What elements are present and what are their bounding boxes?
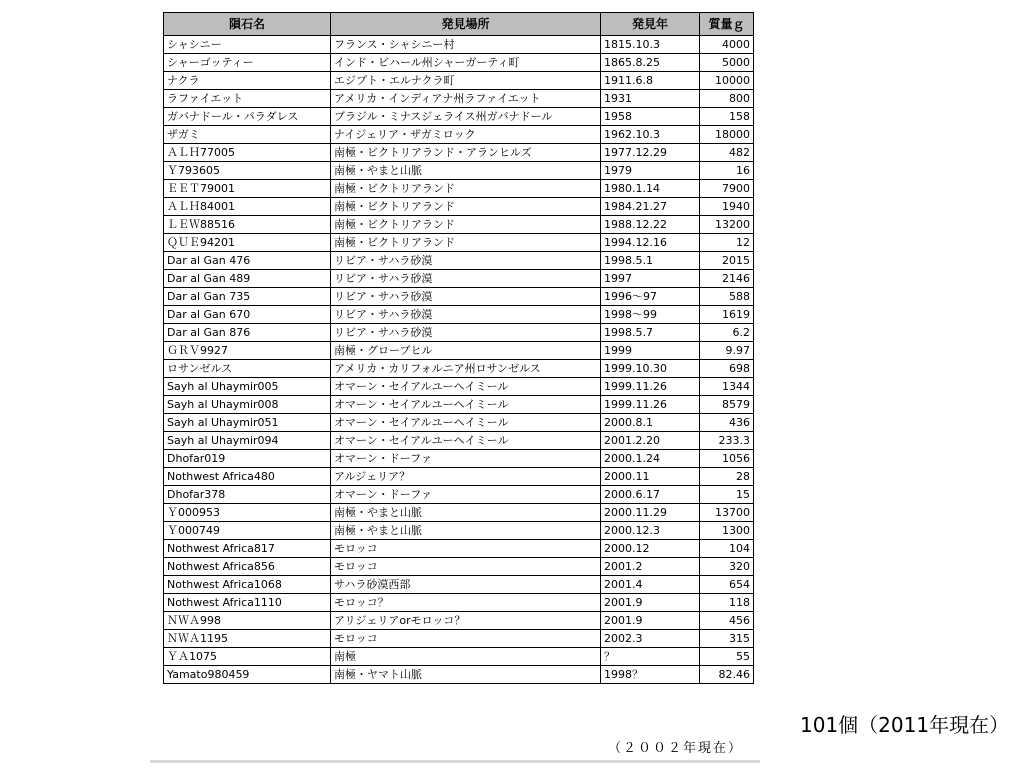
cell-name: ガバナドール・パラダレス bbox=[164, 108, 331, 126]
cell-location: サハラ砂漠西部 bbox=[331, 576, 601, 594]
cell-year: 1984.21.27 bbox=[601, 198, 700, 216]
cell-name: Dar al Gan 476 bbox=[164, 252, 331, 270]
table-row bbox=[164, 468, 754, 486]
cell-location: インド・ビハール州シャーガーティ町 bbox=[331, 54, 601, 72]
cell-name: Dar al Gan 735 bbox=[164, 288, 331, 306]
cell-mass: 15 bbox=[700, 486, 754, 504]
cell-location: リビア・サハラ砂漠 bbox=[331, 288, 601, 306]
cell-year: 2001.9 bbox=[601, 594, 700, 612]
table-row bbox=[164, 504, 754, 522]
cell-mass: 82.46 bbox=[700, 666, 754, 684]
cell-location: 南極・やまと山脈 bbox=[331, 162, 601, 180]
cell-mass: 2015 bbox=[700, 252, 754, 270]
cell-mass: 16 bbox=[700, 162, 754, 180]
cell-name: Sayh al Uhaymir051 bbox=[164, 414, 331, 432]
cell-location: ブラジル・ミナスジェライス州ガバナドール bbox=[331, 108, 601, 126]
cell-name: ロサンゼルス bbox=[164, 360, 331, 378]
cell-year: 2001.2 bbox=[601, 558, 700, 576]
cell-name: Dhofar019 bbox=[164, 450, 331, 468]
cell-name: Ｙ000749 bbox=[164, 522, 331, 540]
table-row bbox=[164, 432, 754, 450]
cell-location: オマーン・セイアルユーヘイミール bbox=[331, 396, 601, 414]
table-row bbox=[164, 90, 754, 108]
table-row bbox=[164, 162, 754, 180]
cell-location: オマーン・ドーファ bbox=[331, 486, 601, 504]
cell-location: オマーン・セイアルユーヘイミール bbox=[331, 378, 601, 396]
cell-year: 1962.10.3 bbox=[601, 126, 700, 144]
cell-mass: 13700 bbox=[700, 504, 754, 522]
header-name: 隕石名 bbox=[164, 13, 331, 36]
table-row bbox=[164, 666, 754, 684]
table-row bbox=[164, 594, 754, 612]
cell-mass: 654 bbox=[700, 576, 754, 594]
cell-year: 2001.9 bbox=[601, 612, 700, 630]
cell-name: ＥＥＴ79001 bbox=[164, 180, 331, 198]
cell-year: 1996～97 bbox=[601, 288, 700, 306]
cell-year: 2002.3 bbox=[601, 630, 700, 648]
cell-name: Dar al Gan 876 bbox=[164, 324, 331, 342]
cell-location: アメリカ・カリフォルニア州ロサンゼルス bbox=[331, 360, 601, 378]
cell-name: シャーゴッティー bbox=[164, 54, 331, 72]
cell-name: ＹＡ1075 bbox=[164, 648, 331, 666]
cell-mass: 698 bbox=[700, 360, 754, 378]
cell-name: ＧＲＶ9927 bbox=[164, 342, 331, 360]
cell-year: 2000.12 bbox=[601, 540, 700, 558]
cell-location: 南極・ビクトリアランド bbox=[331, 234, 601, 252]
cell-name: シャシニー bbox=[164, 36, 331, 54]
note-as-of-2002: （２００２年現在） bbox=[608, 741, 744, 756]
cell-name: Nothwest Africa480 bbox=[164, 468, 331, 486]
cell-mass: 456 bbox=[700, 612, 754, 630]
cell-year: 1980.1.14 bbox=[601, 180, 700, 198]
cell-name: Dhofar378 bbox=[164, 486, 331, 504]
cell-year: 2000.8.1 bbox=[601, 414, 700, 432]
cell-mass: 118 bbox=[700, 594, 754, 612]
cell-location: 南極・ビクトリアランド bbox=[331, 180, 601, 198]
cell-mass: 315 bbox=[700, 630, 754, 648]
cell-name: Yamato980459 bbox=[164, 666, 331, 684]
cell-location: 南極・ビクトリアランド・アランヒルズ bbox=[331, 144, 601, 162]
cell-location: 南極・グローブヒル bbox=[331, 342, 601, 360]
cell-year: 1988.12.22 bbox=[601, 216, 700, 234]
cell-name: Sayh al Uhaymir008 bbox=[164, 396, 331, 414]
cell-location: モロッコ？ bbox=[331, 594, 601, 612]
table-row bbox=[164, 144, 754, 162]
cell-year: 1999.11.26 bbox=[601, 378, 700, 396]
cell-mass: 5000 bbox=[700, 54, 754, 72]
header-location: 発見場所 bbox=[331, 13, 601, 36]
cell-location: リビア・サハラ砂漠 bbox=[331, 270, 601, 288]
table-row bbox=[164, 36, 754, 54]
cell-name: Nothwest Africa1110 bbox=[164, 594, 331, 612]
cell-location: オマーン・セイアルユーヘイミール bbox=[331, 414, 601, 432]
cell-year: 1998？ bbox=[601, 666, 700, 684]
table-row bbox=[164, 180, 754, 198]
table-row bbox=[164, 252, 754, 270]
cell-name: ＬＥＷ88516 bbox=[164, 216, 331, 234]
cell-mass: 1619 bbox=[700, 306, 754, 324]
cell-name: Ｙ793605 bbox=[164, 162, 331, 180]
table-row bbox=[164, 522, 754, 540]
cell-location: 南極・やまと山脈 bbox=[331, 522, 601, 540]
header-year: 発見年 bbox=[601, 13, 700, 36]
cell-name: ナクラ bbox=[164, 72, 331, 90]
cell-year: 1994.12.16 bbox=[601, 234, 700, 252]
cell-year: ？ bbox=[601, 648, 700, 666]
table-row bbox=[164, 288, 754, 306]
cell-mass: 1344 bbox=[700, 378, 754, 396]
table-row bbox=[164, 486, 754, 504]
cell-mass: 320 bbox=[700, 558, 754, 576]
cell-year: 1999.11.26 bbox=[601, 396, 700, 414]
cell-name: Sayh al Uhaymir005 bbox=[164, 378, 331, 396]
cell-year: 2000.11.29 bbox=[601, 504, 700, 522]
cell-name: Sayh al Uhaymir094 bbox=[164, 432, 331, 450]
table-row bbox=[164, 648, 754, 666]
table-row bbox=[164, 630, 754, 648]
cell-year: 1998.5.7 bbox=[601, 324, 700, 342]
cell-year: 1958 bbox=[601, 108, 700, 126]
table-row bbox=[164, 216, 754, 234]
cell-location: モロッコ bbox=[331, 540, 601, 558]
cell-mass: 6.2 bbox=[700, 324, 754, 342]
table-row bbox=[164, 558, 754, 576]
cell-location: アメリカ・インディアナ州ラファイエット bbox=[331, 90, 601, 108]
table-row bbox=[164, 450, 754, 468]
cell-year: 2000.1.24 bbox=[601, 450, 700, 468]
table-row bbox=[164, 306, 754, 324]
cell-location: 南極・やまと山脈 bbox=[331, 504, 601, 522]
cell-year: 1979 bbox=[601, 162, 700, 180]
header-mass: 質量ｇ bbox=[700, 13, 754, 36]
cell-name: Nothwest Africa856 bbox=[164, 558, 331, 576]
table-row bbox=[164, 198, 754, 216]
table-row bbox=[164, 540, 754, 558]
cell-location: 南極・ヤマト山脈 bbox=[331, 666, 601, 684]
cell-location: アリジェリアorモロッコ？ bbox=[331, 612, 601, 630]
cell-mass: 2146 bbox=[700, 270, 754, 288]
cell-mass: 158 bbox=[700, 108, 754, 126]
cell-year: 1931 bbox=[601, 90, 700, 108]
table-row bbox=[164, 108, 754, 126]
cell-year: 1998～99 bbox=[601, 306, 700, 324]
cell-name: Nothwest Africa817 bbox=[164, 540, 331, 558]
cell-year: 1911.6.8 bbox=[601, 72, 700, 90]
cell-name: ラファイエット bbox=[164, 90, 331, 108]
cell-location: モロッコ bbox=[331, 630, 601, 648]
meteorite-table bbox=[163, 12, 754, 684]
cell-year: 1998.5.1 bbox=[601, 252, 700, 270]
cell-mass: 1940 bbox=[700, 198, 754, 216]
cell-mass: 55 bbox=[700, 648, 754, 666]
cell-mass: 800 bbox=[700, 90, 754, 108]
cell-year: 1815.10.3 bbox=[601, 36, 700, 54]
cell-mass: 12 bbox=[700, 234, 754, 252]
cell-year: 1997 bbox=[601, 270, 700, 288]
cell-mass: 28 bbox=[700, 468, 754, 486]
cell-name: ザガミ bbox=[164, 126, 331, 144]
cell-year: 1977.12.29 bbox=[601, 144, 700, 162]
cell-location: リビア・サハラ砂漠 bbox=[331, 306, 601, 324]
cell-year: 1999.10.30 bbox=[601, 360, 700, 378]
cell-year: 2000.11 bbox=[601, 468, 700, 486]
cell-location: アルジェリア？ bbox=[331, 468, 601, 486]
cell-mass: 9.97 bbox=[700, 342, 754, 360]
cell-mass: 10000 bbox=[700, 72, 754, 90]
cell-mass: 1056 bbox=[700, 450, 754, 468]
cell-location: フランス・シャシニー村 bbox=[331, 36, 601, 54]
cell-name: ＮＷＡ998 bbox=[164, 612, 331, 630]
cell-mass: 104 bbox=[700, 540, 754, 558]
cell-name: ＮＷＡ1195 bbox=[164, 630, 331, 648]
cell-mass: 7900 bbox=[700, 180, 754, 198]
cell-mass: 1300 bbox=[700, 522, 754, 540]
cell-mass: 233.3 bbox=[700, 432, 754, 450]
cell-location: オマーン・ドーファ bbox=[331, 450, 601, 468]
cell-name: ＡＬＨ84001 bbox=[164, 198, 331, 216]
cell-name: Ｙ000953 bbox=[164, 504, 331, 522]
cell-year: 2001.4 bbox=[601, 576, 700, 594]
table-header-row bbox=[164, 13, 754, 36]
cell-name: Nothwest Africa1068 bbox=[164, 576, 331, 594]
table-row bbox=[164, 360, 754, 378]
divider bbox=[150, 760, 760, 763]
table-row bbox=[164, 414, 754, 432]
cell-location: 南極 bbox=[331, 648, 601, 666]
cell-mass: 4000 bbox=[700, 36, 754, 54]
table-row bbox=[164, 612, 754, 630]
cell-location: モロッコ bbox=[331, 558, 601, 576]
table-row bbox=[164, 54, 754, 72]
cell-year: 2001.2.20 bbox=[601, 432, 700, 450]
table-row bbox=[164, 72, 754, 90]
table-row bbox=[164, 576, 754, 594]
cell-location: 南極・ビクトリアランド bbox=[331, 198, 601, 216]
cell-year: 1865.8.25 bbox=[601, 54, 700, 72]
table-row bbox=[164, 234, 754, 252]
cell-mass: 482 bbox=[700, 144, 754, 162]
cell-name: ＡＬＨ77005 bbox=[164, 144, 331, 162]
cell-mass: 13200 bbox=[700, 216, 754, 234]
cell-year: 2000.12.3 bbox=[601, 522, 700, 540]
cell-location: エジプト・エルナクラ町 bbox=[331, 72, 601, 90]
cell-location: 南極・ビクトリアランド bbox=[331, 216, 601, 234]
cell-location: オマーン・セイアルユーヘイミール bbox=[331, 432, 601, 450]
cell-name: Dar al Gan 489 bbox=[164, 270, 331, 288]
table-row bbox=[164, 270, 754, 288]
cell-year: 1999 bbox=[601, 342, 700, 360]
cell-name: ＱＵＥ94201 bbox=[164, 234, 331, 252]
table-row bbox=[164, 324, 754, 342]
table-row bbox=[164, 126, 754, 144]
table-row bbox=[164, 396, 754, 414]
note-count-2011: 101個（2011年現在） bbox=[800, 713, 1010, 737]
cell-mass: 588 bbox=[700, 288, 754, 306]
cell-mass: 436 bbox=[700, 414, 754, 432]
table-row bbox=[164, 378, 754, 396]
cell-location: ナイジェリア・ザガミロック bbox=[331, 126, 601, 144]
cell-location: リビア・サハラ砂漠 bbox=[331, 324, 601, 342]
cell-year: 2000.6.17 bbox=[601, 486, 700, 504]
cell-location: リビア・サハラ砂漠 bbox=[331, 252, 601, 270]
cell-name: Dar al Gan 670 bbox=[164, 306, 331, 324]
cell-mass: 8579 bbox=[700, 396, 754, 414]
table-row bbox=[164, 342, 754, 360]
cell-mass: 18000 bbox=[700, 126, 754, 144]
